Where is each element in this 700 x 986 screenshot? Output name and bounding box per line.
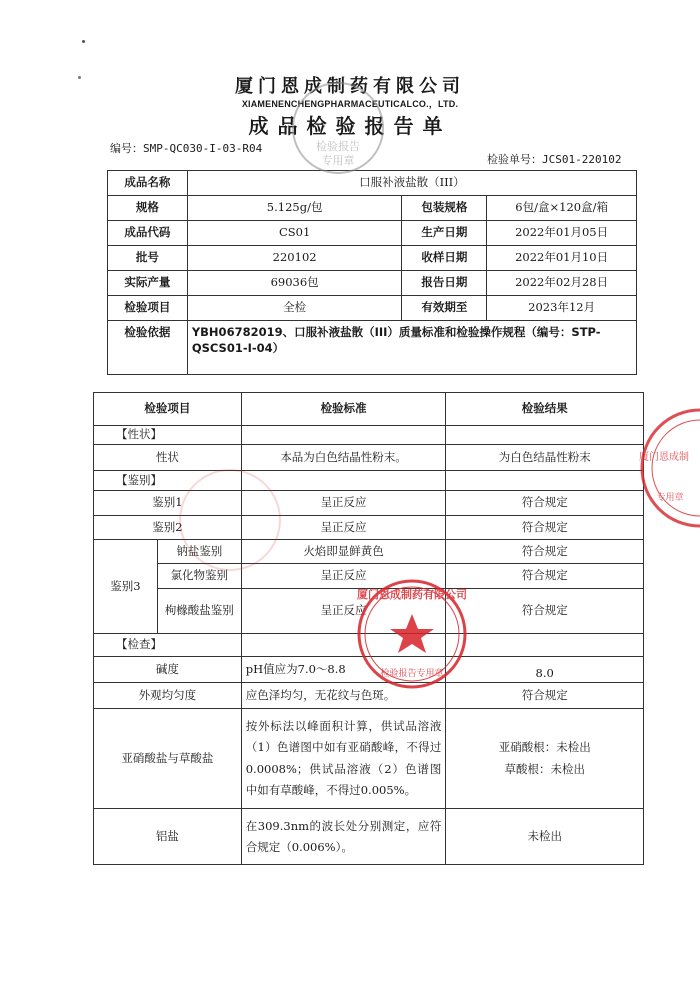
uniformity-standard: 应色泽均匀，无花纹与色斑。 bbox=[241, 683, 446, 709]
output-value: 69036包 bbox=[187, 271, 402, 296]
alkalinity-result: 8.0 bbox=[446, 657, 644, 683]
svg-text:专用章: 专用章 bbox=[321, 154, 355, 167]
nitrite-result-line: 亚硝酸根：未检出 bbox=[498, 739, 591, 754]
uniformity-item: 外观均匀度 bbox=[94, 683, 242, 709]
ident2-item: 鉴别2 bbox=[94, 516, 242, 540]
basis-label: 检验依据 bbox=[108, 321, 188, 375]
svg-text:检验报告专用章: 检验报告专用章 bbox=[380, 669, 444, 679]
package-value: 6包/盒×120盒/箱 bbox=[487, 196, 637, 221]
svg-text:专用章: 专用章 bbox=[656, 493, 684, 503]
inspection-number-value: JCS01-220102 bbox=[542, 153, 622, 166]
items-label: 检验项目 bbox=[108, 296, 188, 321]
sample-date-label: 收样日期 bbox=[402, 246, 487, 271]
alkalinity-standard: pH值应为7.0～8.8 bbox=[241, 657, 446, 683]
expiry-label: 有效期至 bbox=[402, 296, 487, 321]
product-name-value: 口服补液盐散（III） bbox=[187, 171, 636, 196]
ident3-sodium-item: 钠盐鉴别 bbox=[157, 540, 241, 564]
nitrite-result bbox=[446, 709, 644, 809]
code-value: CS01 bbox=[187, 221, 402, 246]
appearance-item: 性状 bbox=[94, 445, 242, 471]
aluminum-item: 铝盐 bbox=[94, 809, 242, 865]
report-date-value: 2022年02月28日 bbox=[487, 271, 637, 296]
header-standard: 检验标准 bbox=[241, 393, 446, 426]
report-date-label: 报告日期 bbox=[402, 271, 487, 296]
alkalinity-item: 碱度 bbox=[94, 657, 242, 683]
section-inspection: 【检查】 bbox=[94, 634, 242, 657]
ident1-standard: 呈正反应 bbox=[241, 491, 446, 516]
empty-cell bbox=[446, 471, 644, 491]
sample-date-value: 2022年01月10日 bbox=[487, 246, 637, 271]
empty-cell bbox=[241, 634, 446, 657]
speck bbox=[82, 40, 85, 43]
nitrite-item: 亚硝酸盐与草酸盐 bbox=[94, 709, 242, 809]
company-name-en: XIAMENENCHENGPHARMACEUTICALCO.，LTD. bbox=[241, 99, 459, 109]
ident3-sodium-result: 符合规定 bbox=[446, 540, 644, 564]
aluminum-result: 未检出 bbox=[446, 809, 644, 865]
ident1-result: 符合规定 bbox=[446, 491, 644, 516]
oxalate-result-line: 草酸根：未检出 bbox=[504, 761, 585, 776]
section-appearance: 【性状】 bbox=[94, 426, 242, 445]
company-name-cn: 厦门恩成制药有限公司 bbox=[235, 76, 465, 97]
nitrite-standard: 按外标法以峰面积计算，供试品溶液（1）色谱图中如有亚硝酸峰，不得过0.0008%；供试品溶液（2）色谱图中如有草酸峰，不得过0.005%。 bbox=[241, 709, 446, 809]
spec-value: 5.125g/包 bbox=[187, 196, 402, 221]
code-label: 成品代码 bbox=[108, 221, 188, 246]
ident3-citrate-result: 符合规定 bbox=[446, 589, 644, 634]
inspection-number-label: 检验单号： bbox=[487, 153, 542, 166]
aluminum-standard: 在309.3nm的波长处分别测定，应符合规定（0.006%）。 bbox=[241, 809, 446, 865]
ident1-item: 鉴别1 bbox=[94, 491, 242, 516]
inspection-number bbox=[487, 151, 621, 167]
results-table bbox=[93, 392, 644, 865]
ident3-sodium-standard: 火焰即显鲜黄色 bbox=[241, 540, 446, 564]
svg-text:厦门恩成制: 厦门恩成制 bbox=[639, 452, 689, 463]
basis-value: YBH06782019、口服补液盐散（III）质量标准和检验操作规程（编号：STP-QSCS01-I-04） bbox=[187, 321, 636, 375]
ident3-chloride-item: 氯化物鉴别 bbox=[157, 564, 241, 589]
empty-cell bbox=[446, 426, 644, 445]
appearance-result: 为白色结晶性粉末 bbox=[446, 445, 644, 471]
ident3-citrate-item: 枸橼酸盐鉴别 bbox=[157, 589, 241, 634]
empty-cell bbox=[446, 634, 644, 657]
document-title: 成品检验报告单 bbox=[248, 114, 452, 138]
prod-date-label: 生产日期 bbox=[402, 221, 487, 246]
spec-label: 规格 bbox=[108, 196, 188, 221]
prod-date-value: 2022年01月05日 bbox=[487, 221, 637, 246]
section-identification: 【鉴别】 bbox=[94, 471, 242, 491]
package-label: 包装规格 bbox=[402, 196, 487, 221]
output-label: 实际产量 bbox=[108, 271, 188, 296]
ident3-citrate-standard: 呈正反应 bbox=[241, 589, 446, 634]
uniformity-result: 符合规定 bbox=[446, 683, 644, 709]
ident2-result: 符合规定 bbox=[446, 516, 644, 540]
svg-text:厦门恩成制药有限公司: 厦门恩成制药有限公司 bbox=[357, 588, 467, 601]
product-info-table bbox=[107, 170, 637, 375]
header-result: 检验结果 bbox=[446, 393, 644, 426]
document-number: 编号：SMP-QC030-I-03-R04 bbox=[110, 142, 263, 155]
batch-label: 批号 bbox=[108, 246, 188, 271]
svg-text:检验报告: 检验报告 bbox=[316, 140, 360, 153]
items-value: 全检 bbox=[187, 296, 402, 321]
header-item: 检验项目 bbox=[94, 393, 242, 426]
ident3-item: 鉴别3 bbox=[94, 540, 158, 634]
appearance-standard: 本品为白色结晶性粉末。 bbox=[241, 445, 446, 471]
ident3-chloride-standard: 呈正反应 bbox=[241, 564, 446, 589]
empty-cell bbox=[241, 426, 446, 445]
product-name-label: 成品名称 bbox=[108, 171, 188, 196]
red-edge-stamp bbox=[639, 410, 700, 526]
expiry-value: 2023年12月 bbox=[487, 296, 637, 321]
ident3-chloride-result: 符合规定 bbox=[446, 564, 644, 589]
ident2-standard: 呈正反应 bbox=[241, 516, 446, 540]
batch-value: 220102 bbox=[187, 246, 402, 271]
empty-cell bbox=[241, 471, 446, 491]
